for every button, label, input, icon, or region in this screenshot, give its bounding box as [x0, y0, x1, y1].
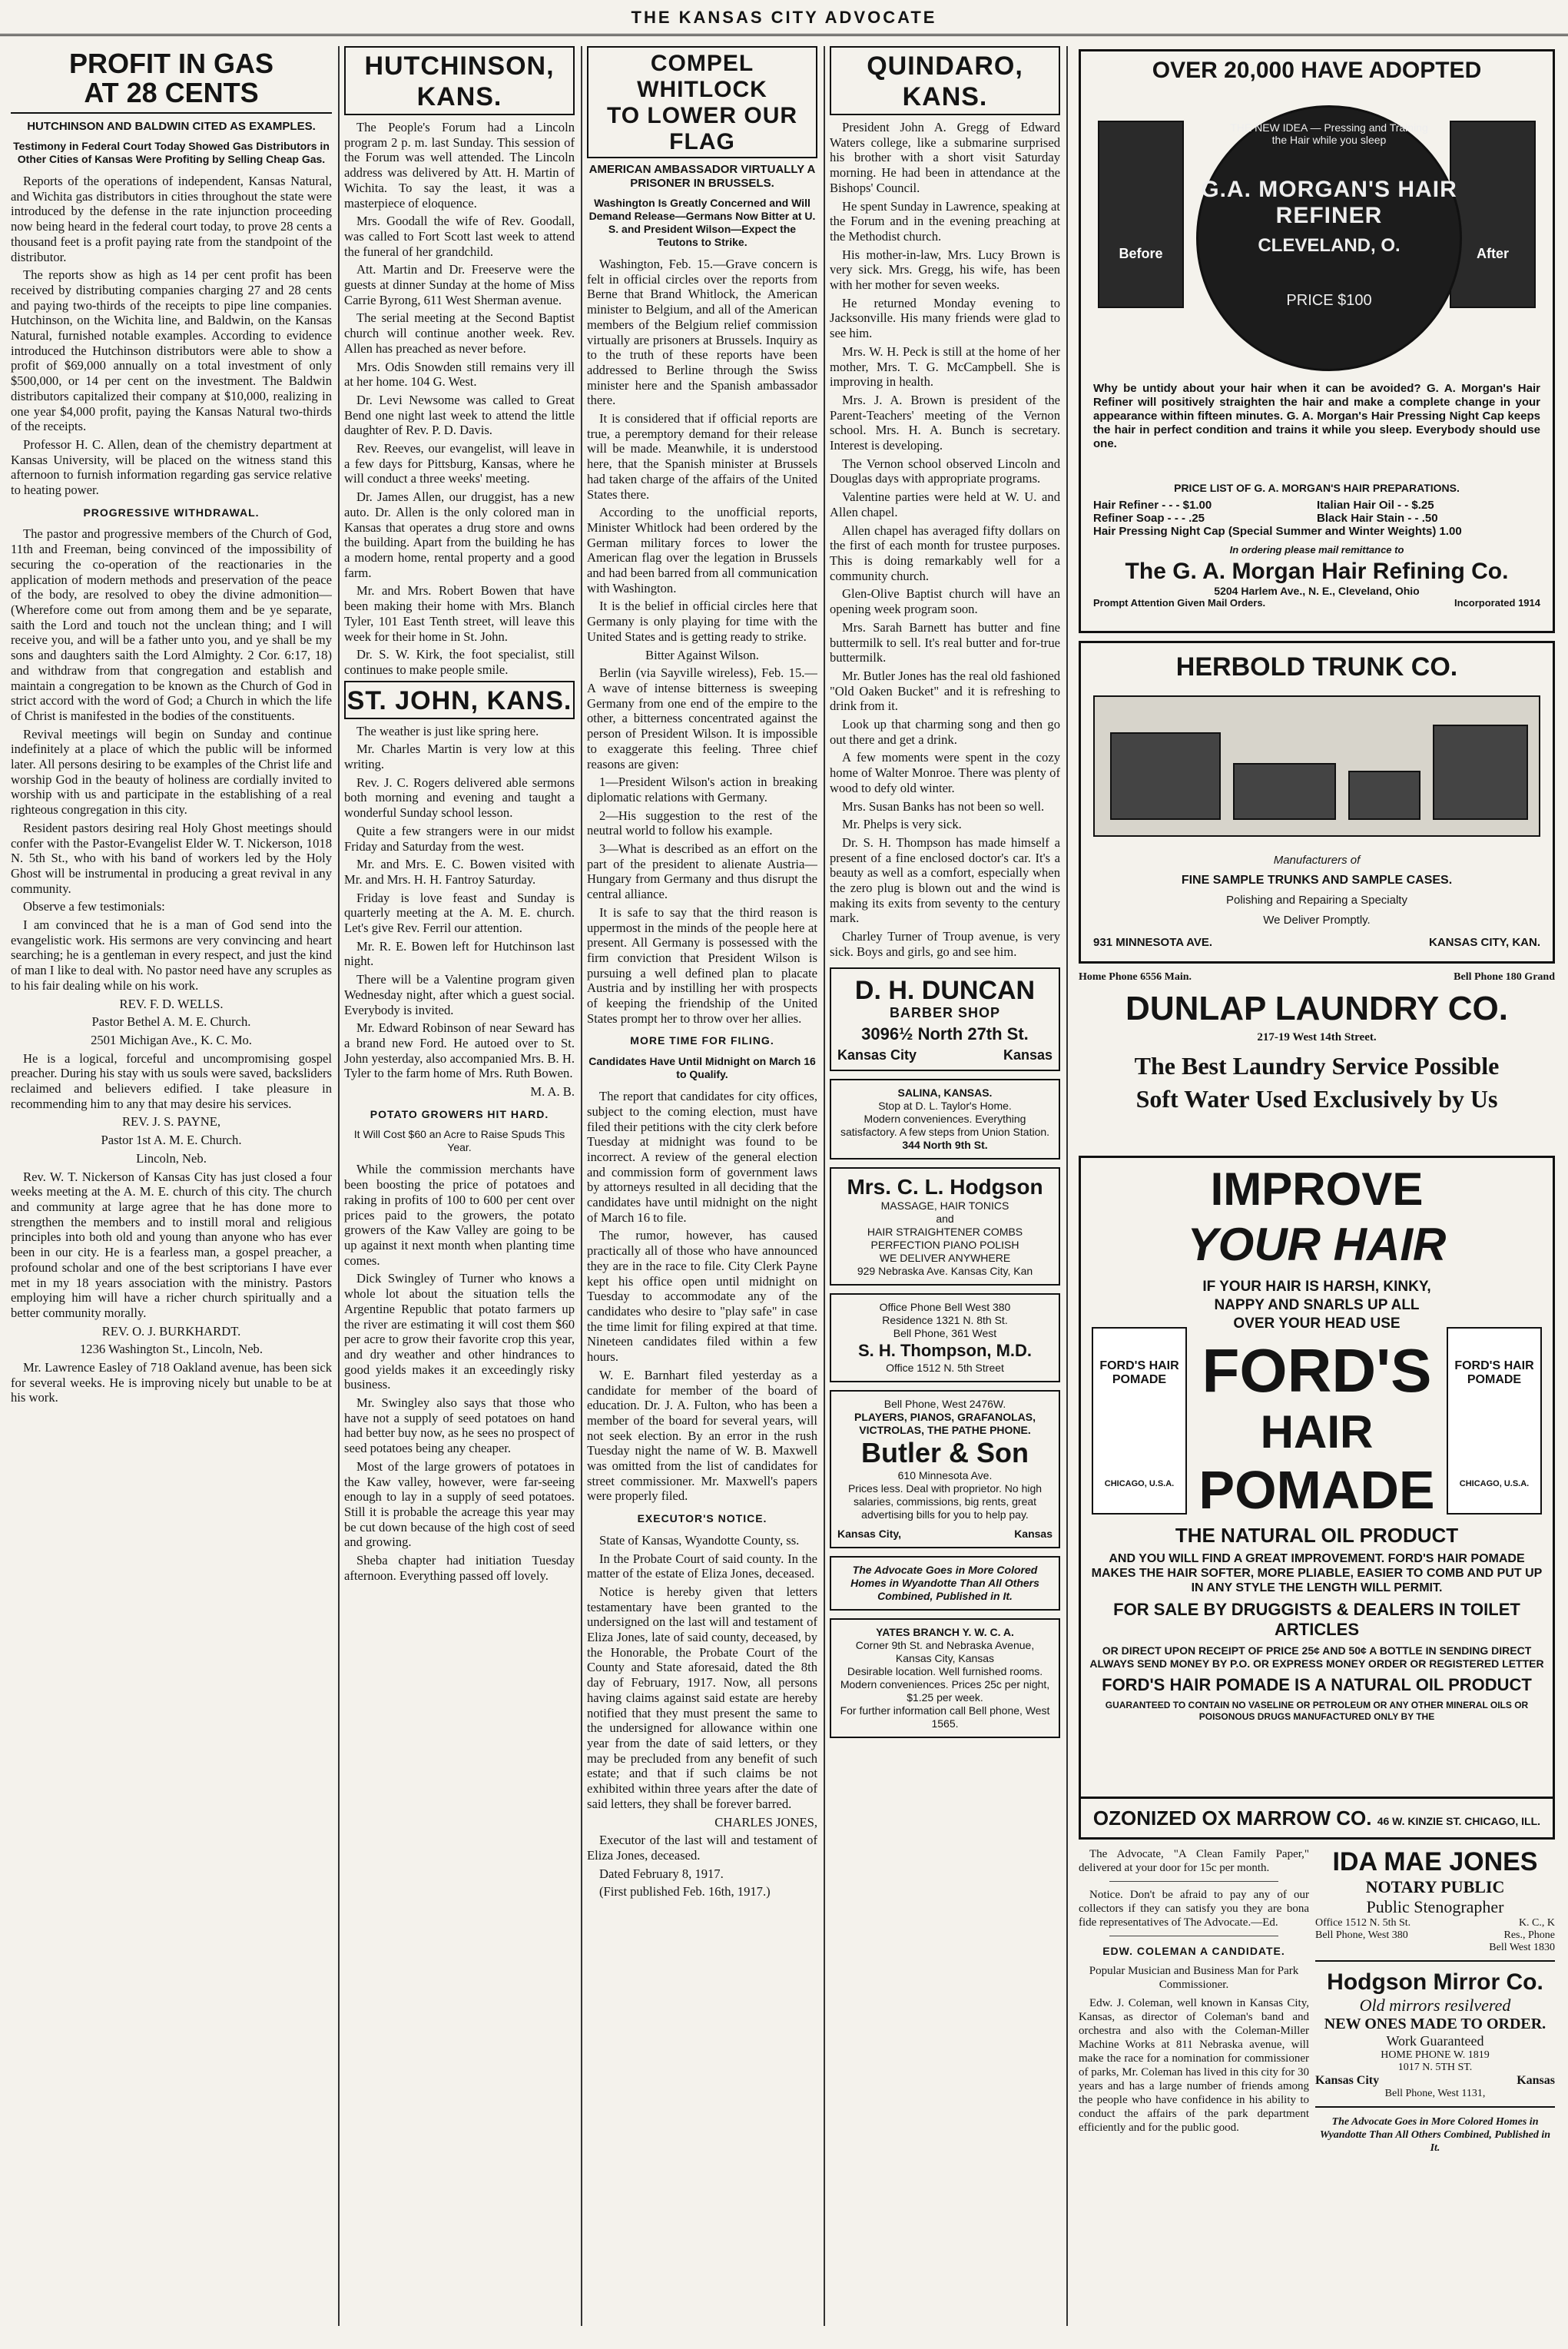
paragraph: The weather is just like spring here.	[356, 723, 539, 738]
headline-whitlock	[587, 46, 817, 158]
paragraph: A few moments were spent in the cozy home of Walter Monroe. There was plenty of wood to defy old winter.	[830, 750, 1060, 795]
paragraph: Notice. Don't be afraid to pay any of our collectors if they can satisfy you they are bona fide representatives of The Advocate.—Ed.	[1079, 1889, 1309, 1929]
pomade-box-right	[1447, 1327, 1542, 1515]
deck: Testimony in Federal Court Today Showed Gas Distributors in Other Cities of Kansas Were Profiting by Selling Cheap Gas.	[13, 140, 330, 165]
emblem-arc-text: THE NEW IDEA — Pressing and Training the Hair while you sleep	[1230, 121, 1428, 146]
ad-line: Bell Phone, West 2476W.	[883, 1397, 1006, 1410]
paragraph: The Advocate, "A Clean Family Paper," delivered at your door for 15c per month.	[1079, 1848, 1309, 1874]
deck: Popular Musician and Business Man for Park Commissioner.	[1089, 1965, 1299, 1991]
ad-line: K. C., K	[1518, 1917, 1555, 1929]
paragraph: The Vernon school observed Lincoln and Douglas days with appropriate programs.	[830, 456, 1060, 486]
ad-line: THE NATURAL OIL PRODUCT	[1175, 1524, 1459, 1547]
column-rule	[581, 46, 582, 2326]
emblem-price: PRICE $100	[1286, 292, 1372, 309]
brand-line: HAIR	[1260, 1406, 1374, 1458]
box-label: CHICAGO, U.S.A.	[1459, 1479, 1530, 1488]
company-address: 5204 Harlem Ave., N. E., Cleveland, Ohio	[1214, 585, 1420, 597]
box-label: CHICAGO, U.S.A.	[1104, 1479, 1175, 1488]
ad-line: Bell West 1830	[1489, 1942, 1555, 1953]
ad-line: and	[936, 1212, 954, 1225]
ad-headline: OVER 20,000 HAVE ADOPTED	[1152, 58, 1482, 83]
ad-name: Mrs. C. L. Hodgson	[847, 1174, 1043, 1199]
ad-line: Stop at D. L. Taylor's Home.	[878, 1099, 1012, 1112]
after-panel	[1450, 121, 1536, 308]
signature: Lincoln, Neb.	[136, 1150, 207, 1166]
deck: Candidates Have Until Midnight on March 16 to Qualify.	[588, 1055, 816, 1081]
paragraph: Valentine parties were held at W. U. and Allen chapel.	[830, 489, 1060, 519]
column-rule	[824, 46, 825, 2326]
paragraph: Dick Swingley of Turner who knows a whole lot about the situation tells the Argentine Republic that potato farmers up the river are estimating it will cost them $60 per acre to grow their favorite crop this year, and dry weather and other hindrances to good yields makes it an exceedingly risky business.	[344, 1271, 575, 1392]
price-item: Hair Refiner - - - $1.00	[1093, 499, 1212, 512]
ad-line: Bell Phone, West 380	[1315, 1929, 1408, 1941]
ad-line: Office 1512 N. 5th St.	[1315, 1917, 1411, 1929]
ad-line: FOR SALE BY DRUGGISTS & DEALERS IN TOILET ARTICLES	[1113, 1600, 1520, 1639]
price-list	[1093, 482, 1540, 609]
paragraph: Dr. Levi Newsome was called to Great Bend one night last week to attend the little daughter of Rev. P. D. Davis.	[344, 392, 575, 438]
ad-line: Incorporated 1914	[1454, 597, 1540, 609]
ad-line: Desirable location. Well furnished rooms. Modern conveniences. Prices 25c per night, $1.25 per week.	[840, 1664, 1050, 1704]
masthead-title: THE KANSAS CITY ADVOCATE	[631, 8, 937, 27]
paragraph: Friday is love feast and Sunday is quarterly meeting at the A. M. E. church. Let's give Rev. Ferril our attention.	[344, 890, 575, 936]
ad-headline: YOUR HAIR	[1187, 1219, 1447, 1270]
deck: It Will Cost $60 an Acre to Raise Spuds This Year.	[353, 1128, 565, 1154]
ad-city: Kansas City,	[837, 1527, 901, 1540]
signature: CHARLES JONES,	[714, 1814, 817, 1830]
ad-headline: IMPROVE	[1210, 1163, 1424, 1215]
ad-city: KANSAS CITY, KAN.	[1428, 936, 1540, 949]
paragraph: Rev. Reeves, our evangelist, will leave in a few days for Pittsburg, Kansas, where he will conduct a three weeks' meeting.	[344, 441, 575, 486]
paragraph: Mrs. Susan Banks has not been so well.	[842, 798, 1045, 814]
ad-line: Public Stenographer	[1366, 1897, 1504, 1916]
ywca-ad	[830, 1618, 1060, 1738]
paragraph: Sheba chapter had initiation Tuesday afternoon. Everything passed off lovely.	[344, 1553, 575, 1583]
ad-body: AND YOU WILL FIND A GREAT IMPROVEMENT. FORD'S HAIR POMADE MAKES THE HAIR SOFTER, MORE PLIABLE, EASIER TO COMB AND PUT UP IN ANY STYLE THE LENGTH WILL PERMIT.	[1091, 1552, 1543, 1594]
ad-state: Kansas	[1014, 1527, 1053, 1540]
ad-subhead: IF YOUR HAIR IS HARSH, KINKY, NAPPY AND SNARLS UP ALL OVER YOUR HEAD USE	[1202, 1279, 1431, 1332]
paragraph: 3—What is described as an effort on the part of the president to alienate Austria—Hungary from Germany and thus disrupt the central alliance.	[587, 841, 817, 902]
ad-line: FORD'S HAIR POMADE IS A NATURAL OIL PRODUCT	[1102, 1675, 1532, 1694]
pomade-box-left	[1092, 1327, 1187, 1515]
paragraph: Notice is hereby given that letters testamentary have been granted to the undersigned on the last will and testament of Eliza Jones, late of said county, deceased, by the Honorable, the Probate Court of the County and State aforesaid, dated the 8th day of February, 1917. Now, all persons having claims against said estate are hereby notified that they must present the same to the undersigned for allowance within one year from the date of said letters, or they may be precluded from any benefit of such estate; and that if such claims be not exhibited within three years after the date of said letters, they shall be forever barred.	[587, 1584, 817, 1811]
paragraph: Berlin (via Sayville wireless), Feb. 15.—A wave of intense bitterness is sweeping Germany from one end of the empire to the other, a bitterness concentrated against the person of President Wilson. It is impossible to exaggerate this feeling. Three chief reasons are given:	[587, 665, 817, 771]
deck: Washington Is Greatly Concerned and Will Demand Release—Germans Now Bitter at U. S. and President Wilson—Expect the Teutons to Strike.	[588, 197, 816, 248]
hodgson-mirror-ad	[1315, 1969, 1555, 2108]
emblem-city: CLEVELAND, O.	[1258, 235, 1401, 256]
column-rule	[1066, 46, 1068, 2326]
paragraph: The serial meeting at the Second Baptist church will continue another week. Rev. Allen has preached as never before.	[344, 310, 575, 356]
col5-cards	[1315, 1847, 1555, 2155]
ad-line: BARBER SHOP	[889, 1004, 1000, 1020]
ad-city: Kansas City	[1315, 2074, 1380, 2087]
salina-ad	[830, 1079, 1060, 1160]
section-head-quindaro: QUINDARO, KANS.	[830, 46, 1060, 115]
morgan-hair-refiner-ad	[1079, 49, 1555, 633]
emblem-title: G.A. MORGAN'S HAIR REFINER	[1201, 177, 1457, 228]
ad-name: DUNLAP LAUNDRY CO.	[1125, 990, 1508, 1027]
paragraph: Allen chapel has averaged fifty dollars on the first of each month for trustee purposes. This is doing remarkably well for a community church.	[830, 523, 1060, 583]
subheading: Bitter Against Wilson.	[645, 647, 759, 662]
ad-line: The Best Laundry Service Possible	[1134, 1052, 1500, 1080]
signature: Pastor Bethel A. M. E. Church.	[91, 1014, 251, 1030]
ida-mae-ad	[1315, 1847, 1555, 1962]
section-head-st-john: ST. JOHN, KANS.	[344, 681, 575, 719]
paragraph: Observe a few testimonials:	[23, 899, 165, 914]
ad-name: Butler & Son	[860, 1436, 1029, 1468]
section-head-hutchinson: HUTCHINSON, KANS.	[344, 46, 575, 115]
paragraph: State of Kansas, Wyandotte County, ss.	[599, 1532, 800, 1548]
maker-name: OZONIZED OX MARROW CO.	[1092, 1807, 1372, 1830]
signature: REV. F. D. WELLS.	[119, 996, 224, 1011]
ad-line: Prompt Attention Given Mail Orders.	[1093, 597, 1266, 609]
ad-line: FINE SAMPLE TRUNKS AND SAMPLE CASES.	[1181, 874, 1453, 887]
before-panel	[1098, 121, 1184, 308]
paragraph: Revival meetings will begin on Sunday and continue indefinitely at a place of which the public will be informed later. All persons desiring to be examples of the Christ life and worship God in the beauty of holiness are cordially invited to worship with us and participate in the establishing of a real righteous congregation in this city.	[11, 726, 332, 818]
paragraph: Washington, Feb. 15.—Grave concern is felt in official circles over the reports from Berne that Brand Whitlock, the American minister to Belgium, and all of the American members of the Belgium relief commission virtually are prisoners at Brussels. Inquiry as to the truth of these reports have been addressed to Berline through the Swiss minister here and the Spanish ambassador there.	[587, 257, 817, 408]
col5-notices	[1079, 1847, 1309, 2135]
signature: REV. J. S. PAYNE,	[121, 1114, 221, 1130]
ad-line: PLAYERS, PIANOS, GRAFANOLAS, VICTROLAS, THE PATHE PHONE.	[854, 1410, 1036, 1436]
ad-line: We Deliver Promptly.	[1263, 914, 1371, 927]
ad-address: 931 MINNESOTA AVE.	[1093, 936, 1213, 949]
ad-line: Bell Phone, 361 West	[893, 1326, 997, 1339]
paragraph: It is safe to say that the third reason is uppermost in the minds of the people here at present. All Germany is possessed with the firm conviction that President Wilson is pursuing a well defined plan to placate Austria and by instilling her with prospects of keeping the friendship of the United States prompt her to throw over her allies.	[587, 904, 817, 1026]
paragraph: Mrs. J. A. Brown is president of the Parent-Teachers' meeting of the Vernon school. Mrs. H. A. Bunch is secretary. Interest is developing.	[830, 392, 1060, 453]
herbold-trunk-ad	[1079, 641, 1555, 964]
ad-name: IDA MAE JONES	[1332, 1847, 1538, 1876]
paragraph: Mr. Charles Martin is very low at this writing.	[344, 742, 575, 772]
before-label: Before	[1119, 246, 1163, 261]
headline-profit-in-gas	[11, 49, 332, 114]
signature: 2501 Michigan Ave., K. C. Mo.	[91, 1032, 252, 1047]
signature: M. A. B.	[530, 1084, 575, 1100]
ad-state: Kansas	[1517, 2074, 1555, 2087]
ad-line: GUARANTEED TO CONTAIN NO VASELINE OR PETROLEUM OR ANY OTHER MINERAL OILS OR POISONOUS DRUGS MANUFACTURED ONLY BY THE	[1105, 1700, 1529, 1722]
paragraph: Most of the large growers of potatoes in the Kaw valley, however, were far-seeing enough to lay in a supply of seed potatoes. Still it is probable the acreage this year may be cut down because of the high cost of seed and growing.	[344, 1458, 575, 1550]
ad-line: Soft Water Used Exclusively by Us	[1135, 1085, 1498, 1113]
paragraph: Mr. Lawrence Easley of 718 Oakland avenue, has been sick for several weeks. He is improving nicely but unable to be at his work.	[11, 1360, 332, 1405]
paragraph: Dr. S. H. Thompson has made himself a present of a fine enclosed doctor's car. It's a beauty as well as a comfort, especially when the zero plug is blown out and the wind is making its exits from seventy to the century mark.	[830, 834, 1060, 926]
ad-line: 344 North 9th St.	[902, 1138, 988, 1151]
paragraph: Mrs. W. H. Peck is still at the home of her mother, Mrs. T. G. McCampbell. She is improving in health.	[830, 343, 1060, 390]
advocate-notice: The Advocate Goes in More Colored Homes in Wyandotte Than All Others Combined, Published in It.	[830, 1556, 1060, 1611]
paragraph: Mr. R. E. Bowen left for Hutchinson last night.	[344, 938, 575, 969]
column-1	[11, 46, 332, 2326]
signature: 1236 Washington St., Lincoln, Neb.	[79, 1342, 264, 1357]
advocate-notice: The Advocate Goes in More Colored Homes in Wyandotte Than All Others Combined, Published in It.	[1319, 2116, 1551, 2154]
ad-name: D. H. DUNCAN	[854, 975, 1036, 1005]
duncan-barber-ad	[830, 967, 1060, 1071]
box-label: FORD'S HAIR POMADE	[1454, 1359, 1534, 1386]
signature: Pastor 1st A. M. E. Church.	[101, 1133, 242, 1148]
morgan-emblem	[1196, 105, 1462, 371]
paragraph: Charley Turner of Troup avenue, is very sick. Boys and girls, go and see him.	[830, 929, 1060, 959]
paragraph: According to the unofficial reports, Minister Whitlock had been ordered by the German military forces to lower the American flag over the legation in Brussels and had been barred from all communication with Washington.	[587, 505, 817, 596]
paragraph: (First published Feb. 16th, 1917.)	[599, 1884, 771, 1899]
paragraph: Mrs. Odis Snowden still remains very ill at her home. 104 G. West.	[344, 359, 575, 390]
ad-line: Polishing and Repairing a Specialty	[1226, 894, 1407, 907]
paragraph: Reports of the operations of independent, Kansas Natural, and Wichita gas distributors in cities throughout the state were introduced by the defense in the rate injunction proceeding now being heard in the federal court today, to prove 28 cents a thousand feet is a profit paying rate from the standpoint of the distributor.	[11, 174, 332, 264]
ad-line: WE DELIVER ANYWHERE	[879, 1251, 1011, 1264]
paragraph: In the Probate Court of said county. In the matter of the estate of Eliza Jones, deceased.	[587, 1551, 817, 1581]
paragraph: President John A. Gregg of Edward Waters college, like a submarine surprised his brother with a short visit Saturday morning. He had been in attendance at the Bishops' Council.	[830, 120, 1060, 195]
brand-line: FORD'S	[1202, 1336, 1432, 1405]
ad-line: 610 Minnesota Ave.	[897, 1468, 993, 1481]
paragraph: Edw. J. Coleman, well known in Kansas City, Kansas, as director of Coleman's band and orchestra and also with the Coleman-Miller Machine Works at 811 Nebraska avenue, will make the race for a nomination for commissioner of parks, Mr. Coleman has lived in this city for 30 years and has a large number of friends among the people who have confidence in his ability to conduct the affairs of the park department efficiently and for the public good.	[1079, 1997, 1309, 2134]
paragraph: Mr. Butler Jones has the real old fashioned "Old Oaken Bucket" and it is refreshing to drink from it.	[830, 668, 1060, 714]
paragraph: W. E. Barnhart filed yesterday as a candidate for member of the board of education. Dr. J. A. Fulton, who has been a member of the board for several years, will not seek election. By an error in the rush Tuesday night the name of W. B. Maxwell was omitted from the list of candidates for street commissioner. Mr. Maxwell's papers were properly filed.	[587, 1367, 817, 1504]
ad-line: Office Phone Bell West 380	[879, 1300, 1011, 1313]
headline-line-2: AT 28 CENTS	[84, 77, 259, 108]
signature: REV. O. J. BURKHARDT.	[101, 1323, 241, 1339]
ad-heading: YATES BRANCH Y. W. C. A.	[876, 1625, 1014, 1638]
ad-heading: SALINA, KANSAS.	[897, 1086, 993, 1099]
ad-city: Kansas City	[837, 1047, 917, 1063]
butler-ad	[830, 1390, 1060, 1548]
ad-line: For further information call Bell phone, West 1565.	[840, 1704, 1050, 1730]
hodgson-ad	[830, 1167, 1060, 1286]
price-item: Refiner Soap - - - .25	[1093, 512, 1205, 525]
paragraph: Mr. Edward Robinson of near Seward has a brand new Ford. He autoed over to St. John yesterday, also accompanied Mrs. B. H. Tyler to the farm home of Mrs. Ruth Bowen.	[344, 1020, 575, 1081]
ad-address: 3096½ North 27th St.	[861, 1024, 1029, 1044]
paragraph: 1—President Wilson's action in breaking diplomatic relations with Germany.	[587, 775, 817, 805]
ad-line: NEW ONES MADE TO ORDER.	[1324, 2016, 1546, 2032]
paragraph: Mr. Phelps is very sick.	[842, 817, 962, 832]
ad-line: Work Guaranteed	[1386, 2033, 1484, 2049]
dunlap-laundry-ad	[1079, 971, 1555, 1148]
paragraph: It is considered that if official reports are true, a peremptory demand for their release will be made. Meanwhile, it is understood here, that the Spanish minister at Brussels had taken charge of the affairs of the United States there.	[587, 411, 817, 502]
column-4	[830, 46, 1060, 2326]
ad-line: Corner 9th St. and Nebraska Avenue, Kansas City, Kansas	[855, 1638, 1035, 1664]
paragraph: Executor of the last will and testament of Eliza Jones, deceased.	[587, 1833, 817, 1863]
paragraph: While the commission merchants have been boosting the price of potatoes and raking in profits of 100 to 600 per cent over prices paid to the growers, the potato growers of the Kaw Valley are going to be up against it next month when planting time comes.	[344, 1162, 575, 1268]
ad-line: HAIR STRAIGHTENER COMBS	[867, 1225, 1023, 1238]
paragraph: The pastor and progressive members of the Church of God, 11th and Freeman, being convinced of the impossibility of securing the co-operation of the reactionaries in the application of modern methods and preservation of the peace of the body, are resolved to obey the divine admonition—(Wherefore come out from among them and be ye separate, saith the Lord and touch not the unclean thing; and I will receive you, and will be a father unto you, and ye shall be my sons and daughters saith the Lord Almighty. 2 Cor. 6:17, 18) and withdraw from that congregation and establish and maintain a congregation to be known as the Church of God in strict accord with the word of God; a Church in which the life of Christ is manifested in the bodies of the constituents.	[11, 526, 332, 723]
paragraph: I am convinced that he is a man of God send into the evangelistic work. His sermons are very convincing and heart searching; he is a gentleman in every respect, and just the kind of man I like to deal with. No pastor need have any scruples as to his fair dealing while on his work.	[11, 917, 332, 993]
ad-name: S. H. Thompson, M.D.	[857, 1340, 1033, 1360]
ad-state: Kansas	[1003, 1047, 1053, 1063]
trunk-illustration	[1093, 695, 1540, 837]
box-label: FORD'S HAIR POMADE	[1099, 1359, 1179, 1386]
brand-line: POMADE	[1198, 1460, 1435, 1520]
section-heading: EXECUTOR'S NOTICE.	[637, 1512, 767, 1525]
ad-line: 1017 N. 5TH ST.	[1397, 2062, 1473, 2073]
ad-phone: Home Phone 6556 Main.	[1079, 971, 1192, 983]
price-item: Italian Hair Oil - - $.25	[1317, 499, 1434, 512]
paragraph: Dated February 8, 1917.	[599, 1866, 724, 1881]
ad-name: Hodgson Mirror Co.	[1327, 1969, 1543, 1995]
column-3	[587, 46, 817, 2326]
paragraph: Professor H. C. Allen, dean of the chemistry department at Kansas University, will be placed on the witness stand this afternoon to furnish information regarding gas service relative to heating power.	[11, 436, 332, 498]
paragraph: Rev. J. C. Rogers delivered able sermons both morning and evening and taught a wonderful Sunday school lesson.	[344, 775, 575, 821]
ad-line: HOME PHONE W. 1819	[1381, 2049, 1490, 2061]
ad-line: 929 Nebraska Ave. Kansas City, Kan	[857, 1264, 1033, 1277]
price-item: Hair Pressing Night Cap (Special Summer and Winter Weights) 1.00	[1093, 525, 1462, 538]
section-heading: PROGRESSIVE WITHDRAWAL.	[83, 506, 260, 519]
ad-line: Modern conveniences. Everything satisfactory. A few steps from Union Station.	[840, 1112, 1050, 1138]
paragraph: Mrs. Sarah Barnett has butter and fine buttermilk to sell. It's real butter and for-true buttermilk.	[830, 619, 1060, 665]
column-rule	[338, 46, 340, 2326]
thompson-ad	[830, 1293, 1060, 1382]
paragraph: Glen-Olive Baptist church will have an opening week program soon.	[830, 586, 1060, 617]
section-heading: MORE TIME FOR FILING.	[630, 1034, 774, 1047]
subhead: HUTCHINSON AND BALDWIN CITED AS EXAMPLES.	[27, 120, 316, 133]
paragraph: Resident pastors desiring real Holy Ghost meetings should confer with the Pastor-Evangelist Elder W. T. Nickerson, 1018 N. 5th St., who with his band of workers led by the Holy Ghost will be instrumental in producing a great revival in any community.	[11, 820, 332, 896]
paragraph: Mrs. Goodall the wife of Rev. Goodall, was called to Fort Scott last week to attend the funeral of her grandchild.	[344, 214, 575, 259]
headline-line-1: COMPEL WHITLOCK	[637, 51, 767, 102]
paragraph: There will be a Valentine program given Wednesday night, after which a guest social. Everybody is invited.	[344, 972, 575, 1017]
company-name: The G. A. Morgan Hair Refining Co.	[1125, 559, 1509, 584]
paragraph: Dr. James Allen, our druggist, has a new auto. Dr. Allen is the only colored man in Kansas that operates a drug store and owns the building. Apart from the building he has a modern home, rental property and a good farm.	[344, 489, 575, 580]
ad-line: Old mirrors resilvered	[1359, 1996, 1511, 2015]
paragraph: He returned Monday evening to Jacksonville. His many friends were glad to see him.	[830, 295, 1060, 341]
ad-line: Prices less. Deal with proprietor. No high salaries, commissions, big rents, great advertising bills for you to help pay.	[847, 1481, 1043, 1521]
ad-line: OR DIRECT UPON RECEIPT OF PRICE 25¢ AND 50¢ A BOTTLE IN SENDING DIRECT ALWAYS SEND MONEY BY P.O. OR EXPRESS MONEY ORDER OR REGISTERED LETTER	[1089, 1644, 1544, 1670]
subhead: AMERICAN AMBASSADOR VIRTUALLY A PRISONER IN BRUSSELS.	[588, 163, 816, 190]
paragraph: The rumor, however, has caused practically all of those who have announced they are in the race to file. City Clerk Payne kept his office open until midnight on Tuesday to accommodate any of the candidates who desire to "play safe" in case the time limit for filing expired at that time. Nineteen candidates filed within a few hours.	[587, 1228, 817, 1365]
ad-line: Res., Phone	[1503, 1929, 1555, 1941]
column-2	[344, 46, 575, 2326]
paragraph: Dr. S. W. Kirk, the foot specialist, still continues to make people smile.	[344, 647, 575, 677]
paragraph: His mother-in-law, Mrs. Lucy Brown is very sick. Mrs. Gregg, his wife, has been with her mother for seven weeks.	[830, 247, 1060, 293]
price-item: Black Hair Stain - - .50	[1317, 512, 1438, 525]
ad-phone: Bell Phone 180 Grand	[1454, 971, 1555, 983]
paragraph: Att. Martin and Dr. Freeserve were the guests at dinner Sunday at the home of Miss Carrie Byrong, 611 West Sherman avenue.	[344, 262, 575, 307]
paragraph: Mr. and Mrs. Robert Bowen that have been making their home with Mrs. Blanch Tyler, 101 East Tenth street, will leave this week for their home in St. John.	[344, 583, 575, 644]
paragraph: 2—His suggestion to the rest of the neutral world to follow his example.	[587, 808, 817, 838]
ad-line: Office 1512 N. 5th Street	[886, 1361, 1004, 1374]
paragraph: It is the belief in official circles here that Germany is only playing for time with the United States and is getting ready to strike.	[587, 599, 817, 644]
section-heading: EDW. COLEMAN A CANDIDATE.	[1102, 1945, 1285, 1957]
ad-name: HERBOLD TRUNK CO.	[1175, 652, 1458, 682]
ad-line: NOTARY PUBLIC	[1365, 1877, 1505, 1896]
headline-line-1: PROFIT IN GAS	[68, 48, 273, 79]
maker-address: 46 W. KINZIE ST. CHICAGO, ILL.	[1377, 1815, 1541, 1827]
fords-pomade-ad	[1079, 1156, 1555, 1840]
paragraph: The report that candidates for city offices, subject to the coming election, must have filed their petitions with the city clerk before Tuesday at midnight was found to be incorrect. A review of the general election and commission form of government laws by attorneys resulted in all deciding that the candidates have until midnight on the night of March 16 to file.	[587, 1089, 817, 1225]
paragraph: Quite a few strangers were in our midst Friday and Saturday from the west.	[344, 823, 575, 854]
ad-line: Manufacturers of	[1273, 854, 1361, 867]
ad-address: 217-19 West 14th Street.	[1257, 1031, 1377, 1043]
ad-line: Residence 1321 N. 8th St.	[882, 1313, 1008, 1326]
ad-line: PERFECTION PIANO POLISH	[870, 1238, 1019, 1251]
paragraph: Mr. and Mrs. E. C. Bowen visited with Mr. and Mrs. H. H. Fantroy Saturday.	[344, 857, 575, 887]
section-heading: POTATO GROWERS HIT HARD.	[370, 1107, 549, 1120]
ad-line: MASSAGE, HAIR TONICS	[880, 1199, 1009, 1212]
paragraph: Look up that charming song and then go out there and get a drink.	[830, 717, 1060, 747]
paragraph: He is a logical, forceful and uncompromising gospel preacher. During his stay with us souls were saved, backsliders reclaimed and believers edified. I take pleasure in recommending him to any that may desire his services.	[11, 1050, 332, 1111]
ad-body: Why be untidy about your hair when it can be avoided? G. A. Morgan's Hair Refiner will positively straighten the hair and make a complete change in your appearance within fifteen minutes. G. A. Morgan's Hair Pressing Night Cap keeps the hair in perfect condition and trains it while you sleep. Everybody should use one.	[1093, 382, 1540, 450]
paragraph: Mr. Swingley also says that those who have not a supply of seed potatoes on hand had better buy now, as he sees no prospect of seed potatoes being any cheaper.	[344, 1395, 575, 1456]
ad-line: Bell Phone, West 1131,	[1384, 2088, 1486, 2099]
headline-line-2: TO LOWER OUR FLAG	[606, 103, 798, 154]
paragraph: Rev. W. T. Nickerson of Kansas City has just closed a four weeks meeting at the A. M. E. church of this city. The church and community at large agree that he has done more to strengthen the members and to instill moral and religious principles into both old and young than anyone who has ever been in our city. He is a fearless man, a gospel preacher, a profound scholar and one of the best scriptorians I have ever met in my 18 years association with the ministry. Pastors employing him will have a richer church spiritually and a better community morally.	[11, 1169, 332, 1320]
price-title: PRICE LIST OF G. A. MORGAN'S HAIR PREPARATIONS.	[1174, 482, 1460, 494]
paragraph: He spent Sunday in Lawrence, speaking at the Forum and in the evening preaching at the Methodist church.	[830, 198, 1060, 244]
after-label: After	[1476, 246, 1509, 261]
masthead	[0, 0, 1568, 36]
maker-line	[1081, 1797, 1553, 1837]
paragraph: The People's Forum had a Lincoln program 2 p. m. last Sunday. This session of the Forum was well attended. The Lincoln address was delivered by Att. H. Martin of Wichita. To say the least, it was a masterpiece of eloquence.	[344, 120, 575, 211]
paragraph: The reports show as high as 14 per cent profit has been received by distributing companies charging 27 and 28 cents and paying two-thirds of the receipts to pipe line companies. Hutchinson, on the Wichita line, and Baldwin, on the Kansas Natural, furnished notable examples. According to evidence introduced the Hutchinson distributors were able to show a profit of $69,000 annually on a total investment of only $500,000, or 14 per cent on the investment. The Baldwin distributors capitalized their company at $10,000, realizing in one year $4,000 profit, paying the Kansas Natural two-thirds of the receipts.	[11, 267, 332, 434]
ad-line: In ordering please mail remittance to	[1229, 544, 1404, 556]
